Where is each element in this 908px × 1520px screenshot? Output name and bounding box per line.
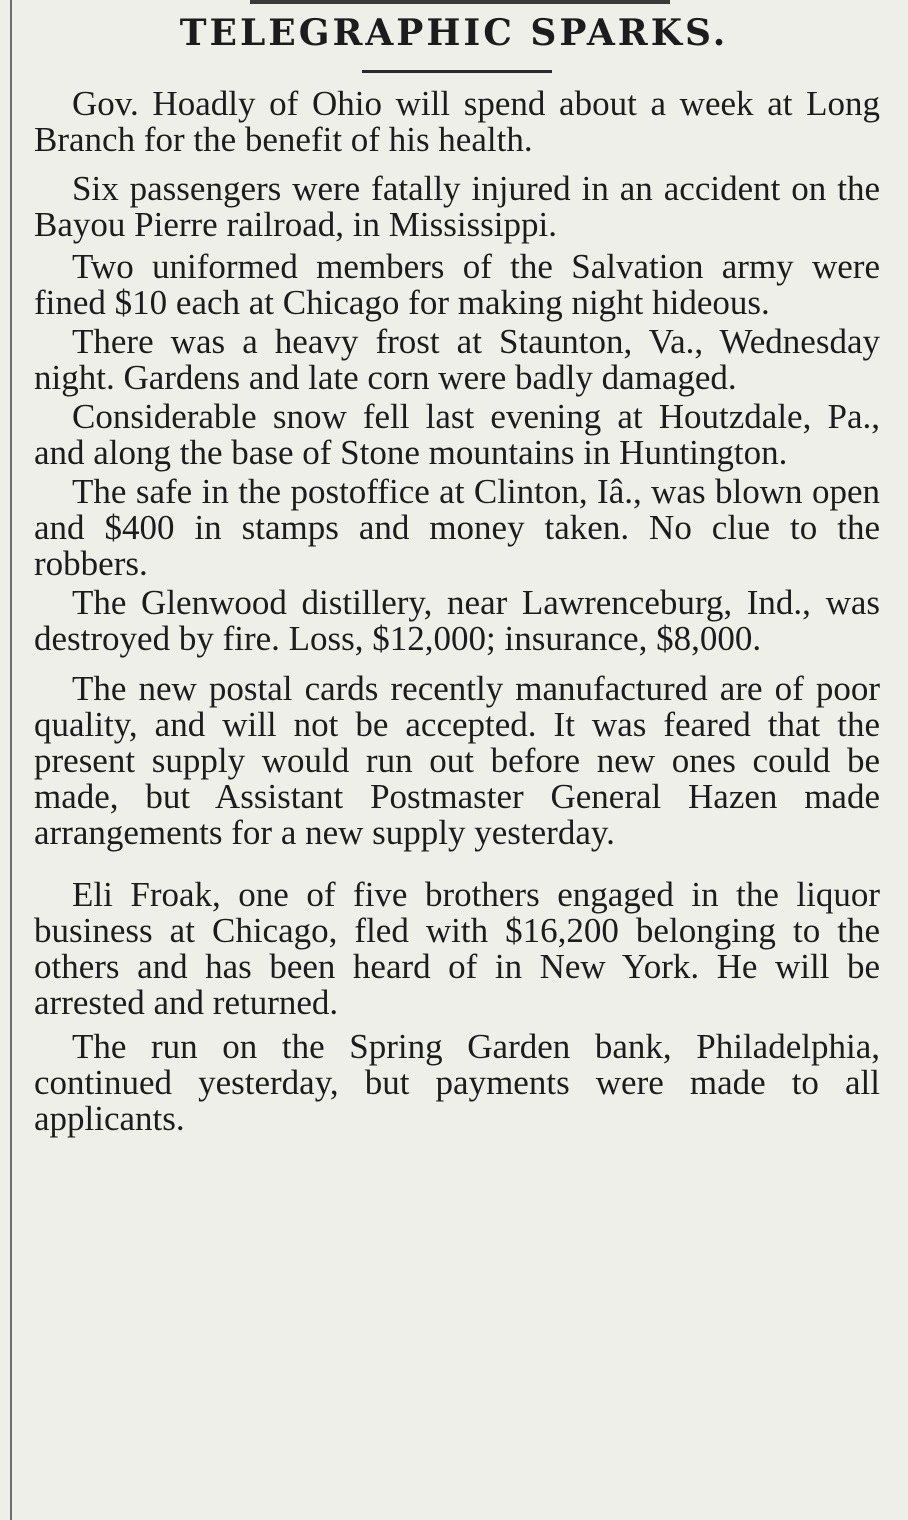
top-rule	[250, 0, 670, 4]
news-item: Considerable snow fell last evening at Houtzdale, Pa., and along the base of Stone mountains in Huntington.	[34, 397, 880, 472]
news-item: Eli Froak, one of five brothers engaged in the liquor business at Chicago, fled with $16,200 belonging to the others and has been heard of in New York. He will be arrested and returned.	[34, 875, 880, 1022]
news-item: Six passengers were fatally injured in an accident on the Bayou Pierre railroad, in Mississippi.	[34, 169, 880, 244]
headline: TELEGRAPHIC SPARKS.	[179, 12, 729, 54]
news-item: There was a heavy frost at Staunton, Va., Wednesday night. Gardens and late corn were badly damaged.	[34, 322, 880, 397]
news-item: Gov. Hoadly of Ohio will spend about a week at Long Branch for the benefit of his health.	[34, 84, 880, 159]
news-item: The safe in the postoffice at Clinton, Iâ., was blown open and $400 in stamps and money taken. No clue to the robbers.	[34, 472, 880, 583]
news-item: The new postal cards recently manufactured are of poor quality, and will not be accepted. It was feared that the present supply would run out before new ones could be made, but Assistant Postmaster General Hazen made arrangements for a new supply yesterday.	[34, 669, 880, 852]
news-item: Two uniformed members of the Salvation army were fined $10 each at Chicago for making night hideous.	[34, 247, 880, 322]
article-body	[34, 86, 880, 1137]
column-rule	[10, 0, 12, 1520]
headline-rule	[362, 70, 552, 73]
news-item: The Glenwood distillery, near Lawrenceburg, Ind., was destroyed by fire. Loss, $12,000; insurance, $8,000.	[34, 583, 880, 658]
news-item: The run on the Spring Garden bank, Philadelphia, continued yesterday, but payments were made to all applicants.	[34, 1027, 880, 1138]
